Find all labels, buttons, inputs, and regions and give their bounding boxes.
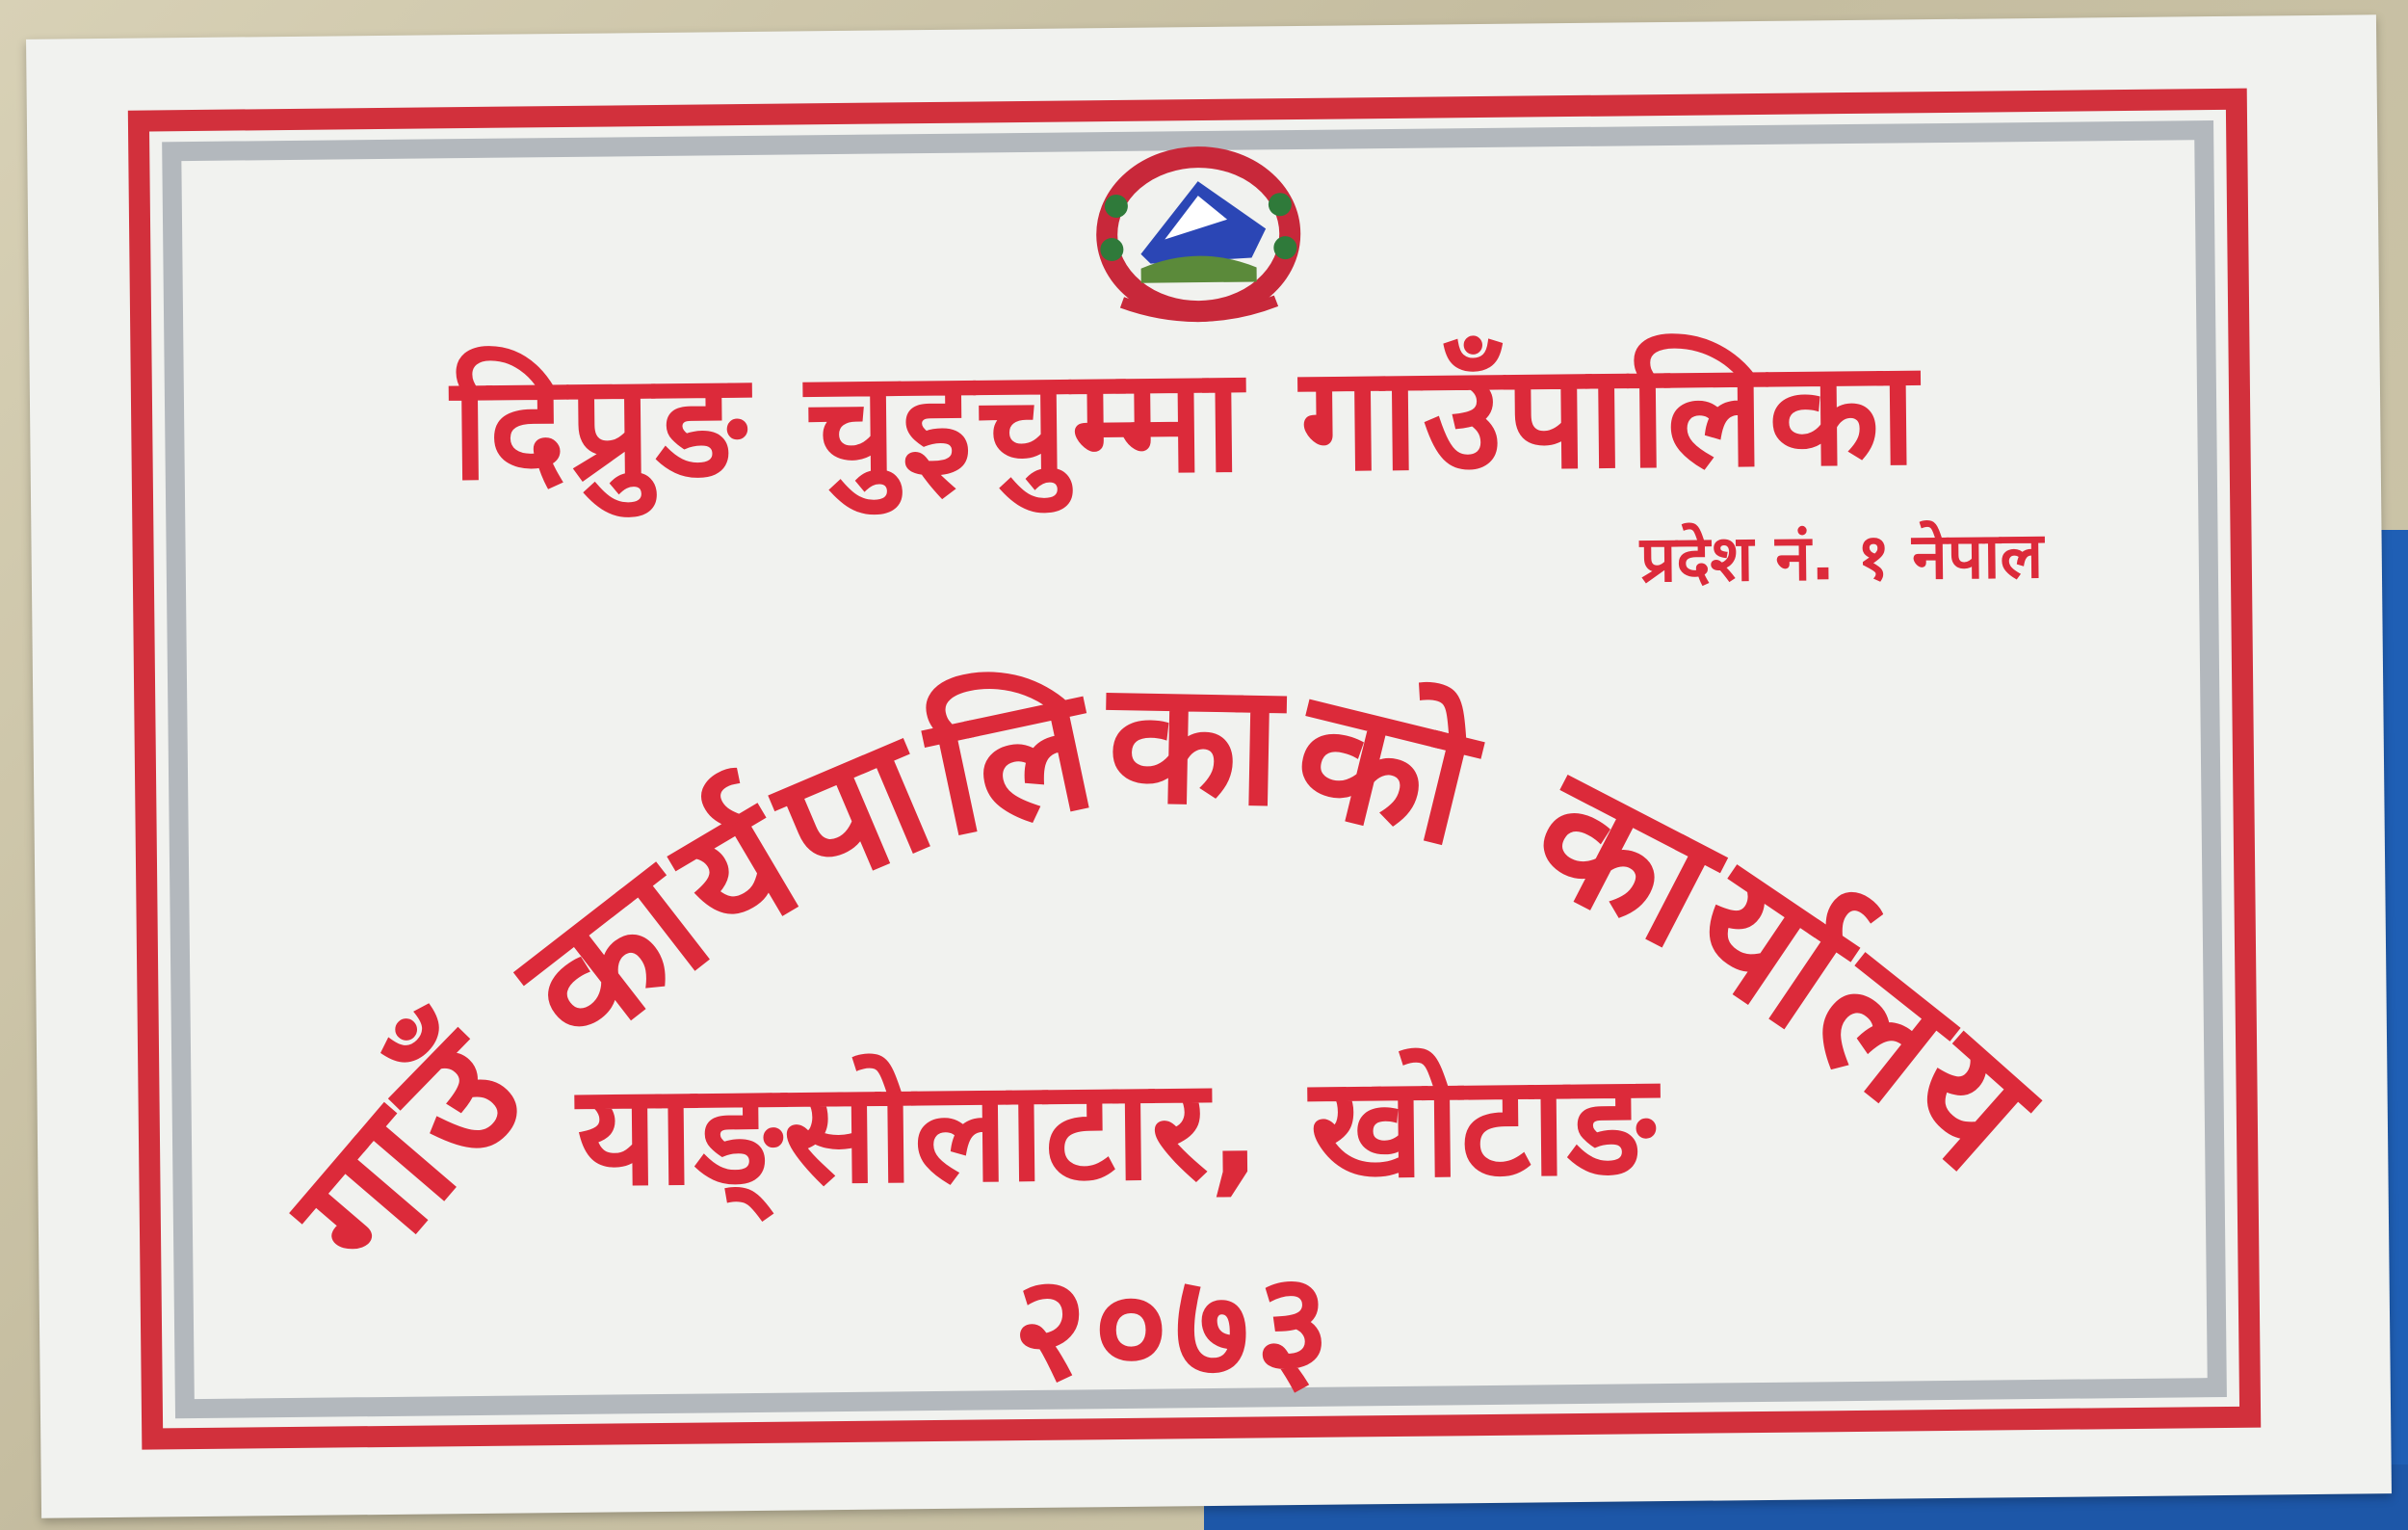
year-text: २०७३ — [1011, 1241, 1338, 1413]
office-banner — [26, 14, 2392, 1517]
province-label: प्रदेश नं. १ नेपाल — [1639, 517, 2044, 597]
office-arch-textpath: गाउँ कार्यपालिकाको कार्यालय — [254, 645, 2075, 1307]
municipality-title: दिप्रुङ चुइचुम्मा गाउँपालिका — [450, 330, 1922, 514]
address-text: याङ्सोलाटार, खोटाङ — [576, 1043, 1657, 1218]
